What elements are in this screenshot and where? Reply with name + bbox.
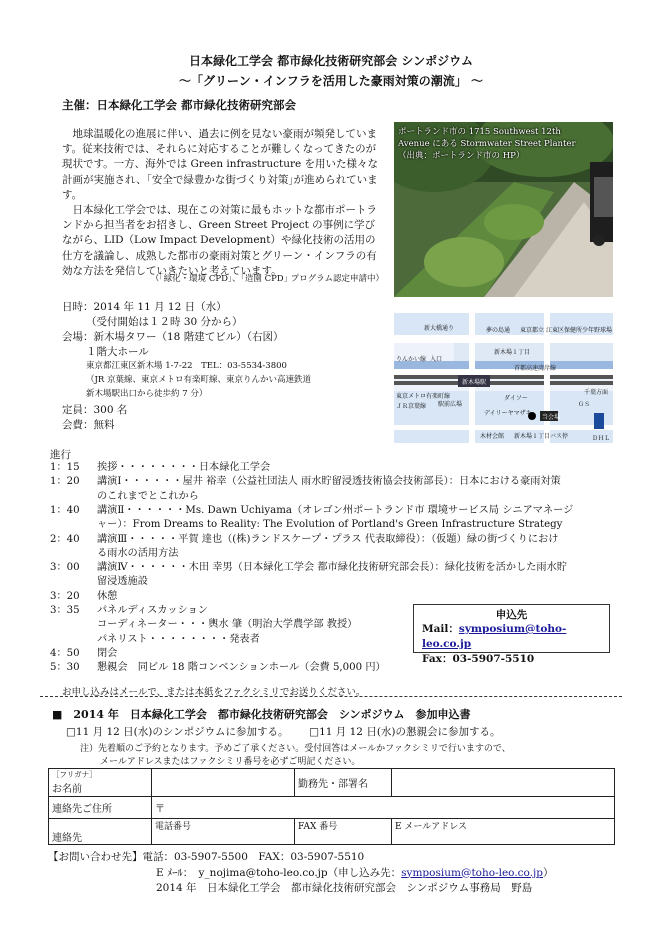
inquiry-line-1: 【お問い合わせ先】電話：03-5907-5500 FAX：03-5907-5510 — [48, 851, 365, 863]
program-desc: パネルディスカッション — [97, 605, 208, 616]
map-label-0: 新大橋通り — [424, 325, 455, 332]
host-line: 主催：日本緑化工学会 都市緑化技術研究部会 — [62, 98, 297, 112]
phone-field[interactable] — [152, 819, 295, 845]
cpd-note: （｢緑化・環境 CPD｣、｢造園 CPD｣ プログラム認定申請中） — [150, 274, 384, 284]
furigana-label: ［フリガナ］ — [52, 770, 97, 779]
program-time: 4：50 — [50, 647, 80, 659]
event-reception: （受付開始は１２時 30 分から） — [86, 316, 243, 328]
map-label-11: 東京メトロ有楽町線 — [396, 393, 451, 400]
program-heading: 進行 — [50, 449, 71, 461]
intro-text — [62, 127, 384, 279]
map-label-9: 首都高速湾岸線 — [514, 365, 557, 372]
apply-mail — [414, 622, 609, 652]
program-desc: 閉会 — [97, 647, 118, 659]
map-label-16: デイリーヤマザキ — [484, 410, 532, 417]
map-label-15: ＧＳ — [578, 401, 591, 408]
apply-heading: 申込先 — [495, 609, 528, 621]
postal-mark: 〒 — [155, 804, 165, 815]
contact-label: 連絡先 — [49, 819, 152, 845]
form-checks — [66, 724, 501, 739]
map-label-12: 駅前広場 — [438, 401, 463, 408]
map-label-13: ＪＲ京葉線 — [396, 403, 427, 410]
intro-paragraph-1: 地球温暖化の進展に伴い、過去に例を見ない豪雨が頻発しています。従来技術では、それらに対応することが難しくなってきたのが現状です。一方、海外では Green infrastructure を用いた様々な計画が実施され、｢安全で緑豊かな街づくり対策｣が進められています。 — [62, 128, 379, 201]
map-label-10: 千葉方面 — [584, 389, 609, 396]
inquiry-close: ） — [543, 866, 554, 879]
cut-line — [40, 696, 622, 697]
form-warning — [80, 743, 620, 769]
form-warning-1: 注）先着順のご予約となります。予めご了承ください。受付回答はメールかファクシミリで行いますので、 — [80, 744, 511, 754]
inquiry-line-3: 2014 年 日本緑化工学会 都市緑化技術研究部会 シンポジウム事務局 野島 — [156, 882, 533, 894]
program-desc: のこれまでとこれから — [97, 490, 199, 502]
program-time: 1：15 — [50, 462, 80, 473]
check-party[interactable]: □11 月 12 日(水)の懇親会に参加する。 — [309, 726, 501, 738]
map-label-8: 入口 — [430, 356, 443, 363]
photo-caption-line-1: ポートランド市の 1715 Southwest 12th — [398, 127, 561, 137]
map-label-19: 木材会館 — [480, 433, 505, 440]
map-label-6: 新木場駅 — [462, 379, 487, 386]
photo-caption-line-3: （出典：ポートランド市の HP） — [398, 151, 525, 161]
event-venue: 会場：新木場タワー（18 階建てビル）（右図） — [62, 331, 284, 343]
program-time: 3：00 — [50, 562, 80, 574]
apply-mail-label: Mail： — [422, 623, 459, 635]
phone-label: 電話番号 — [155, 822, 192, 832]
program-time: 1：40 — [50, 504, 80, 516]
program-desc: 休憩 — [97, 590, 118, 602]
event-date: 日時：2014 年 11 月 12 日（水） — [62, 301, 227, 313]
program-time: 1：20 — [50, 476, 80, 488]
registration-form-table — [48, 768, 615, 845]
apply-mail-link[interactable]: symposium@toho-leo.co.jp — [422, 623, 567, 650]
program-desc: 講演Ⅳ・・・・・・木田 幸男（日本緑化工学会 都市緑化技術研究部会長）：緑化技術を活かした雨水貯 — [97, 562, 567, 574]
name-field[interactable] — [152, 769, 295, 797]
event-capacity: 定員：300 名 — [62, 404, 128, 416]
event-fee: 会費：無料 — [62, 419, 115, 431]
name-label-cell — [49, 769, 152, 797]
event-hall: １階大ホール — [86, 346, 149, 358]
program-desc: 講演Ⅲ・・・・・平賀 達也（(株)ランドスケープ・プラス 代表取締役）：（仮題）緑の街づくりにおけ — [97, 533, 559, 545]
fax-label: FAX 番号 — [298, 822, 338, 832]
form-heading: ■ 2014 年 日本緑化工学会 都市緑化技術研究部会 シンポジウム 参加申込書 — [52, 708, 471, 721]
event-address: 東京都江東区新木場 1-7-22 TEL：03-5534-3800 — [86, 361, 287, 371]
form-warning-2: メールアドレスまたはファクシミリ番号を必ずご明記ください。 — [100, 757, 361, 767]
affiliation-field[interactable] — [392, 769, 615, 797]
inquiry-block — [48, 850, 554, 897]
map-label-5: 新木場１丁目 — [494, 349, 531, 356]
map-label-18: 新木場１丁目バス停 — [514, 433, 569, 440]
photo-caption-line-2: Avenue にある Stormwater Street Planter — [398, 139, 576, 149]
program-desc: る雨水の活用方法 — [97, 547, 179, 559]
map-label-7: りんかい線 — [396, 356, 427, 363]
address-label: 連絡先ご住所 — [49, 797, 152, 819]
program-desc: 挨拶・・・・・・・・日本緑化工学会 — [97, 462, 271, 473]
map-label-3: 江東区保健所 — [546, 327, 583, 334]
photo-caption — [398, 126, 608, 162]
email-field[interactable] — [392, 819, 615, 845]
name-label: お名前 — [52, 784, 82, 795]
fax-field[interactable] — [295, 819, 392, 845]
title-line-1: 日本緑化工学会 都市緑化技術研究部会 シンポジウム — [189, 54, 473, 68]
event-access-2: 新木場駅出口から徒歩約 7 分） — [86, 389, 208, 399]
program-desc: パネリスト・・・・・・・・発表者 — [97, 633, 260, 645]
map-label-14: ダイソー — [504, 395, 528, 402]
address-field[interactable] — [152, 797, 615, 819]
apply-fax: Fax：03-5907-5510 — [422, 653, 535, 665]
email-label: E メールアドレス — [395, 822, 467, 832]
venue-map — [394, 313, 613, 443]
program-desc: ャー）：From Dreams to Reality: The Evolution of Portland's Green Infrastructure Strategy — [97, 519, 563, 531]
program-desc: コーディネーター・・・輿水 肇（明治大学農学部 教授） — [97, 619, 358, 631]
inquiry-email: E ﾒｰﾙ： y_nojima@toho-leo.co.jp（申し込み先： — [156, 866, 402, 879]
intro-paragraph-2: 日本緑化工学会では、現在この対策に最もホットな都市ポートランドから担当者をお招きし、Green Street Project の事例に学びながら、LID（Low Impact Development）や緑化技術の活用の仕方を議論し、成熟した都市の豪雨対策とグリーン・インフラの有効な方法を発信していきたいと考えています。 — [62, 204, 377, 277]
program-desc: 講演Ⅱ・・・・・・Ms. Dawn Uchiyama（オレゴン州ポートランド市 環境サービス局 シニアマネージ — [97, 504, 574, 516]
map-label-17: 当会場 — [542, 414, 561, 421]
program-time: 3：35 — [50, 605, 80, 616]
event-access-1: （JR 京葉線、東京メトロ有楽町線、東京りんかい高速鉄道 — [86, 375, 312, 385]
program-time: 5：30 — [50, 662, 80, 674]
affiliation-label: 勤務先・部署名 — [295, 769, 392, 797]
program-desc: 留浸透施設 — [97, 576, 148, 588]
title-line-2: ～「グリーン・インフラを活用した豪雨対策の潮流」 ～ — [179, 74, 483, 88]
program-time: 2：40 — [50, 533, 80, 545]
program-time: 3：20 — [50, 590, 80, 602]
map-label-1: 夢の島通 — [486, 327, 511, 334]
mail-note: お申し込みはメールで、または本紙をファクシミリでお送りください。 — [62, 687, 366, 698]
map-label-2: 東京都立 — [520, 327, 545, 334]
program-desc: 講演Ⅰ・・・・・・屋井 裕幸（公益社団法人 雨水貯留浸透技術協会技術部長）：日本における豪雨対策 — [97, 476, 561, 488]
program-desc: 懇親会 同ビル 18 階コンベンションホール（会費 5,000 円） — [97, 662, 386, 674]
check-symposium[interactable]: □11 月 12 日(水)のシンポジウムに参加する。 — [66, 726, 289, 738]
inquiry-line-2 — [48, 866, 554, 882]
apply-box — [413, 604, 610, 665]
inquiry-apply-link[interactable]: symposium@toho-leo.co.jp — [401, 866, 543, 879]
map-label-4: 少年野球場 — [582, 327, 613, 334]
map-label-20: ＤＨＬ — [592, 435, 611, 442]
